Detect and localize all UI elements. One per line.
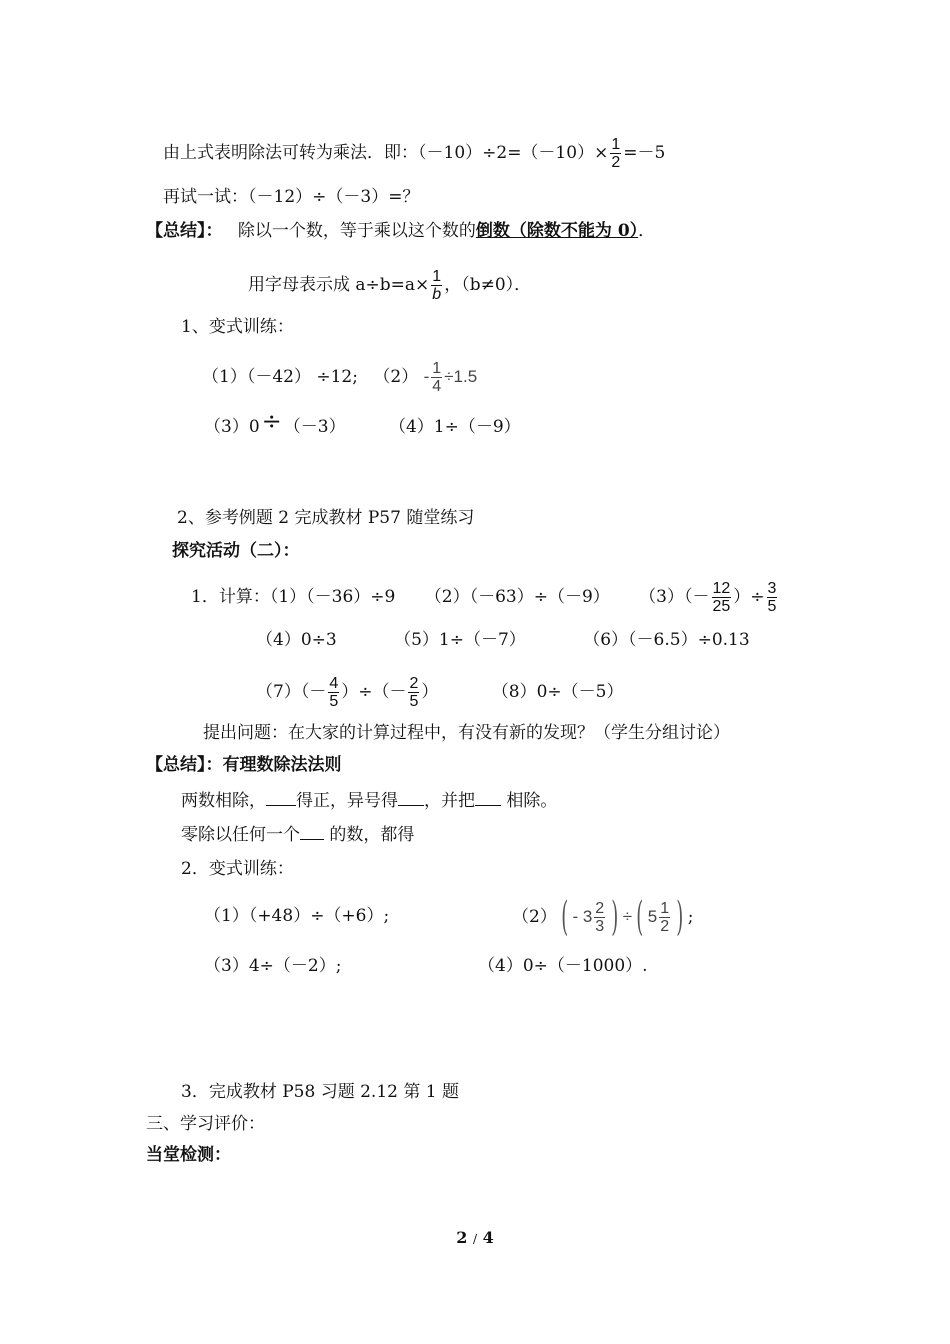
numerator: 3 bbox=[767, 580, 777, 597]
formula-pre: 用字母表示成 a÷b=a× bbox=[248, 275, 430, 295]
practice1-q2-label: （2） bbox=[373, 367, 419, 387]
page-separator: / bbox=[472, 1232, 478, 1246]
fraction-one-over-b bbox=[431, 268, 442, 303]
practice2-q2 bbox=[512, 892, 693, 942]
numerator: 2 bbox=[595, 899, 605, 917]
calc-c3-pre: （3）（－ bbox=[639, 587, 710, 607]
left-paren: ( bbox=[636, 894, 644, 940]
practice2-q3: （3）4÷（－2）; bbox=[204, 956, 342, 976]
blank-nonzero[interactable] bbox=[300, 823, 324, 840]
letter-formula bbox=[248, 268, 531, 303]
practice2-q2-end: ; bbox=[687, 907, 694, 927]
calc-c3-mid: ）÷ bbox=[733, 587, 765, 607]
numerator: 12 bbox=[712, 580, 731, 597]
fraction-4-5 bbox=[328, 675, 339, 710]
denominator: 2 bbox=[611, 154, 621, 171]
divide-symbol: ÷ bbox=[622, 907, 633, 926]
practice1-q2-sign: - bbox=[423, 367, 430, 386]
fraction-3-5 bbox=[767, 580, 778, 615]
division-rule-zero bbox=[181, 823, 414, 847]
numerator: 1 bbox=[611, 136, 621, 153]
in-class-check-heading: 当堂检测： bbox=[146, 1145, 231, 1165]
summary-emphasis: 倒数（除数不能为 0） bbox=[475, 221, 639, 241]
line1-text: 由上式表明除法可转为乘法．即：（－10）÷2=（－10）× bbox=[163, 143, 609, 163]
numerator: 1 bbox=[432, 268, 442, 285]
left-paren: ( bbox=[561, 894, 569, 940]
practice1-row1 bbox=[202, 360, 477, 395]
summary-text: 除以一个数，等于乘以这个数的 bbox=[237, 221, 476, 241]
calc-c7-mid: ）÷（－ bbox=[341, 682, 407, 702]
mixed-number-sign: - 3 bbox=[572, 907, 593, 926]
fraction-one-half bbox=[610, 136, 621, 171]
numerator: 1 bbox=[660, 899, 670, 917]
calc-label: 1．计算： bbox=[191, 587, 270, 607]
fraction-2-3 bbox=[594, 900, 605, 935]
denominator: 5 bbox=[409, 693, 419, 710]
calc-c2: （2）（－63）÷（－9） bbox=[424, 587, 610, 607]
discussion-question: 提出问题：在大家的计算过程中，有没有新的发现？（学生分组讨论） bbox=[203, 723, 730, 743]
summary-end: ． bbox=[638, 221, 656, 241]
rule1-d: 相除。 bbox=[501, 791, 558, 811]
division-rule-sign bbox=[181, 789, 557, 813]
denominator: 2 bbox=[660, 917, 670, 935]
right-paren: ) bbox=[676, 894, 684, 940]
numerator: 2 bbox=[409, 675, 419, 692]
practice1-q2-post: ÷1.5 bbox=[444, 367, 478, 386]
fraction-2-5 bbox=[408, 675, 419, 710]
summary-label: 【总结】： bbox=[146, 221, 223, 241]
try-again-line: 再试一试：（－12）÷（－3）=？ bbox=[163, 187, 420, 207]
denominator: 3 bbox=[595, 917, 605, 935]
mixed-number-int: 5 bbox=[647, 907, 658, 926]
denominator: b bbox=[432, 286, 442, 303]
calc-row1 bbox=[191, 580, 779, 615]
calc-c7-pre: （7）（－ bbox=[256, 682, 327, 702]
practice1-q4: （4）1÷（－9） bbox=[388, 417, 521, 437]
practice1-q3-pre: （3）0 bbox=[204, 417, 260, 437]
item3-textbook-exercise: 3．完成教材 P58 习题 2.12 第 1 题 bbox=[181, 1082, 459, 1102]
right-paren: ) bbox=[611, 894, 619, 940]
blank-divide-part[interactable] bbox=[475, 789, 501, 806]
numerator: 1 bbox=[432, 360, 442, 377]
rule2-a: 零除以任何一个 bbox=[181, 825, 300, 845]
denominator: 5 bbox=[767, 598, 777, 615]
fraction-1-2 bbox=[659, 900, 670, 935]
practice1-row2 bbox=[204, 409, 521, 439]
calc-row3 bbox=[256, 675, 624, 710]
line1-tail: =－5 bbox=[623, 143, 666, 163]
practice1-q3-post: （－3） bbox=[283, 417, 346, 437]
practice2-q2-label: （2） bbox=[512, 907, 557, 927]
practice2-title: 2．变式训练： bbox=[181, 859, 294, 879]
calc-c8: （8）0÷（－5） bbox=[491, 682, 624, 702]
calc-c6: （6）（－6.5）÷0.13 bbox=[583, 630, 750, 650]
calc-c1: （1）（－36）÷9 bbox=[269, 587, 396, 607]
page-current: 2 bbox=[456, 1228, 468, 1247]
practice1-q1: （1）（－42） ÷12; bbox=[202, 367, 358, 387]
page-total: 4 bbox=[482, 1228, 494, 1247]
practice2-q1: （1）（+48）÷（+6）; bbox=[204, 906, 390, 926]
practice1-title: 1、变式训练： bbox=[181, 317, 294, 337]
rule2-b: 的数，都得 bbox=[324, 825, 415, 845]
blank-different-sign[interactable] bbox=[398, 789, 424, 806]
blank-same-sign[interactable] bbox=[266, 789, 296, 806]
page-number bbox=[0, 1228, 950, 1247]
rule1-c: ，并把 bbox=[424, 791, 475, 811]
practice2-q4: （4）0÷（－1000）. bbox=[478, 956, 648, 976]
numerator: 4 bbox=[329, 675, 339, 692]
calc-c7-post: ） bbox=[421, 682, 439, 702]
summary-division-rule-heading: 【总结】：有理数除法法则 bbox=[146, 755, 342, 775]
denominator: 4 bbox=[432, 378, 442, 395]
fraction-12-25 bbox=[712, 580, 732, 615]
calc-row2 bbox=[256, 628, 750, 652]
calc-c4: （4）0÷3 bbox=[256, 630, 337, 650]
rule1-b: 得正，异号得 bbox=[296, 791, 398, 811]
calc-c5: （5）1÷（－7） bbox=[394, 630, 526, 650]
formula-post: ，（b≠0）． bbox=[444, 275, 532, 295]
item2-textbook-practice: 2、参考例题 2 完成教材 P57 随堂练习 bbox=[177, 508, 475, 528]
explore-activity-2-heading: 探究活动（二）： bbox=[172, 541, 300, 561]
denominator: 25 bbox=[712, 598, 731, 615]
summary-reciprocal bbox=[146, 219, 655, 243]
rule1-a: 两数相除， bbox=[181, 791, 266, 811]
paragraph-division-to-multiplication bbox=[163, 136, 665, 171]
section3-heading: 三、学习评价： bbox=[146, 1114, 265, 1134]
divide-symbol: ÷ bbox=[261, 407, 282, 435]
fraction-one-quarter bbox=[431, 360, 442, 395]
denominator: 5 bbox=[329, 693, 339, 710]
